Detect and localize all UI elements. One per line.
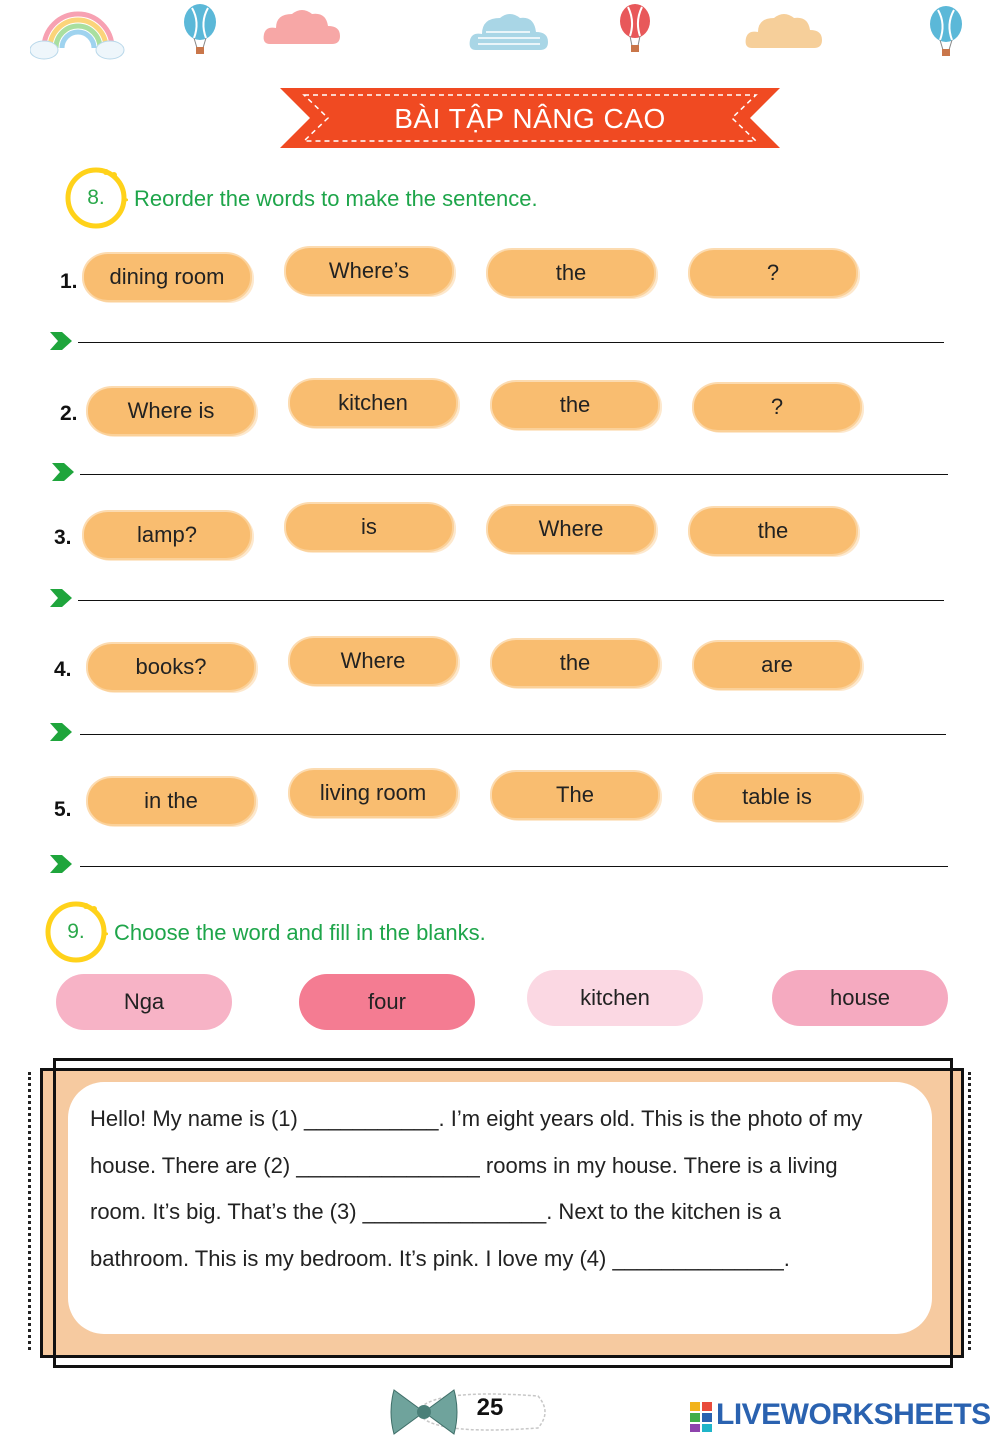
row-3-label: 3. <box>54 526 72 549</box>
brand-name: LIVEWORKSHEETS <box>716 1398 991 1431</box>
blue-cloud-icon <box>468 8 550 54</box>
answer-line-3[interactable] <box>78 600 944 601</box>
row-5-label: 5. <box>54 798 72 821</box>
word-chip[interactable]: in the <box>88 778 254 824</box>
passage-line-2: house. There are (2) _______________ rooms in my house. There is a living <box>90 1152 838 1178</box>
exercise-8-badge <box>64 166 128 230</box>
arrow-right-icon <box>48 585 74 611</box>
word-chip[interactable]: the <box>492 382 658 428</box>
word-chip[interactable]: the <box>488 250 654 296</box>
word-chip[interactable]: Where’s <box>286 248 452 294</box>
word-chip[interactable]: is <box>286 504 452 550</box>
word-chip[interactable]: the <box>492 640 658 686</box>
hot-air-balloon-icon <box>926 6 966 58</box>
row-4-label: 4. <box>54 658 72 681</box>
word-chip[interactable]: kitchen <box>290 380 456 426</box>
arrow-right-icon <box>48 719 74 745</box>
word-chip[interactable]: ? <box>690 250 856 296</box>
arrow-right-icon <box>48 851 74 877</box>
dotted-border-right <box>968 1072 971 1350</box>
exercise-8-number: 8. <box>87 186 105 209</box>
row-2-label: 2. <box>60 402 78 425</box>
arrow-right-icon <box>48 328 74 354</box>
word-chip[interactable]: living room <box>290 770 456 816</box>
answer-line-1[interactable] <box>78 342 944 343</box>
liveworksheets-logo-icon <box>690 1402 712 1432</box>
pink-cloud-icon <box>262 6 342 48</box>
hot-air-balloon-icon <box>616 4 654 54</box>
peach-cloud-icon <box>744 8 824 52</box>
word-chip[interactable]: table is <box>694 774 860 820</box>
passage-line-4: bathroom. This is my bedroom. It’s pink. I love my (4) ______________. <box>90 1245 790 1271</box>
row-1-label: 1. <box>60 270 78 293</box>
word-chip[interactable]: are <box>694 642 860 688</box>
word-chip[interactable]: the <box>690 508 856 554</box>
answer-line-4[interactable] <box>80 734 946 735</box>
word-chip[interactable]: ? <box>694 384 860 430</box>
word-chip[interactable]: Where is <box>88 388 254 434</box>
answer-line-5[interactable] <box>80 866 948 867</box>
word-option-nga[interactable]: Nga <box>56 974 232 1030</box>
word-chip[interactable]: Where <box>488 506 654 552</box>
dotted-border-left <box>28 1072 31 1350</box>
passage-text <box>90 1096 930 1282</box>
banner-title: BÀI TẬP NÂNG CAO <box>394 103 666 134</box>
word-option-four[interactable]: four <box>299 974 475 1030</box>
word-chip[interactable]: books? <box>88 644 254 690</box>
hot-air-balloon-icon <box>180 4 220 56</box>
passage-line-3: room. It’s big. That’s the (3) _______________. Next to the kitchen is a <box>90 1199 781 1224</box>
word-chip[interactable]: The <box>492 772 658 818</box>
word-option-kitchen[interactable]: kitchen <box>527 970 703 1026</box>
word-option-house[interactable]: house <box>772 970 948 1026</box>
word-chip[interactable]: lamp? <box>84 512 250 558</box>
exercise-9-number: 9. <box>67 920 85 943</box>
answer-line-2[interactable] <box>80 474 948 475</box>
word-chip[interactable]: dining room <box>84 254 250 300</box>
title-banner <box>280 88 780 148</box>
arrow-right-icon <box>50 459 76 485</box>
exercise-9-badge <box>44 900 108 964</box>
rainbow-cloud-icon <box>30 8 126 60</box>
word-chip[interactable]: Where <box>290 638 456 684</box>
passage-line-1: Hello! My name is (1) ___________. I’m eight years old. This is the photo of my <box>90 1106 863 1131</box>
exercise-8-instruction: Reorder the words to make the sentence. <box>134 186 538 211</box>
exercise-9-instruction: Choose the word and fill in the blanks. <box>114 920 486 945</box>
page-number: 25 <box>476 1394 504 1421</box>
